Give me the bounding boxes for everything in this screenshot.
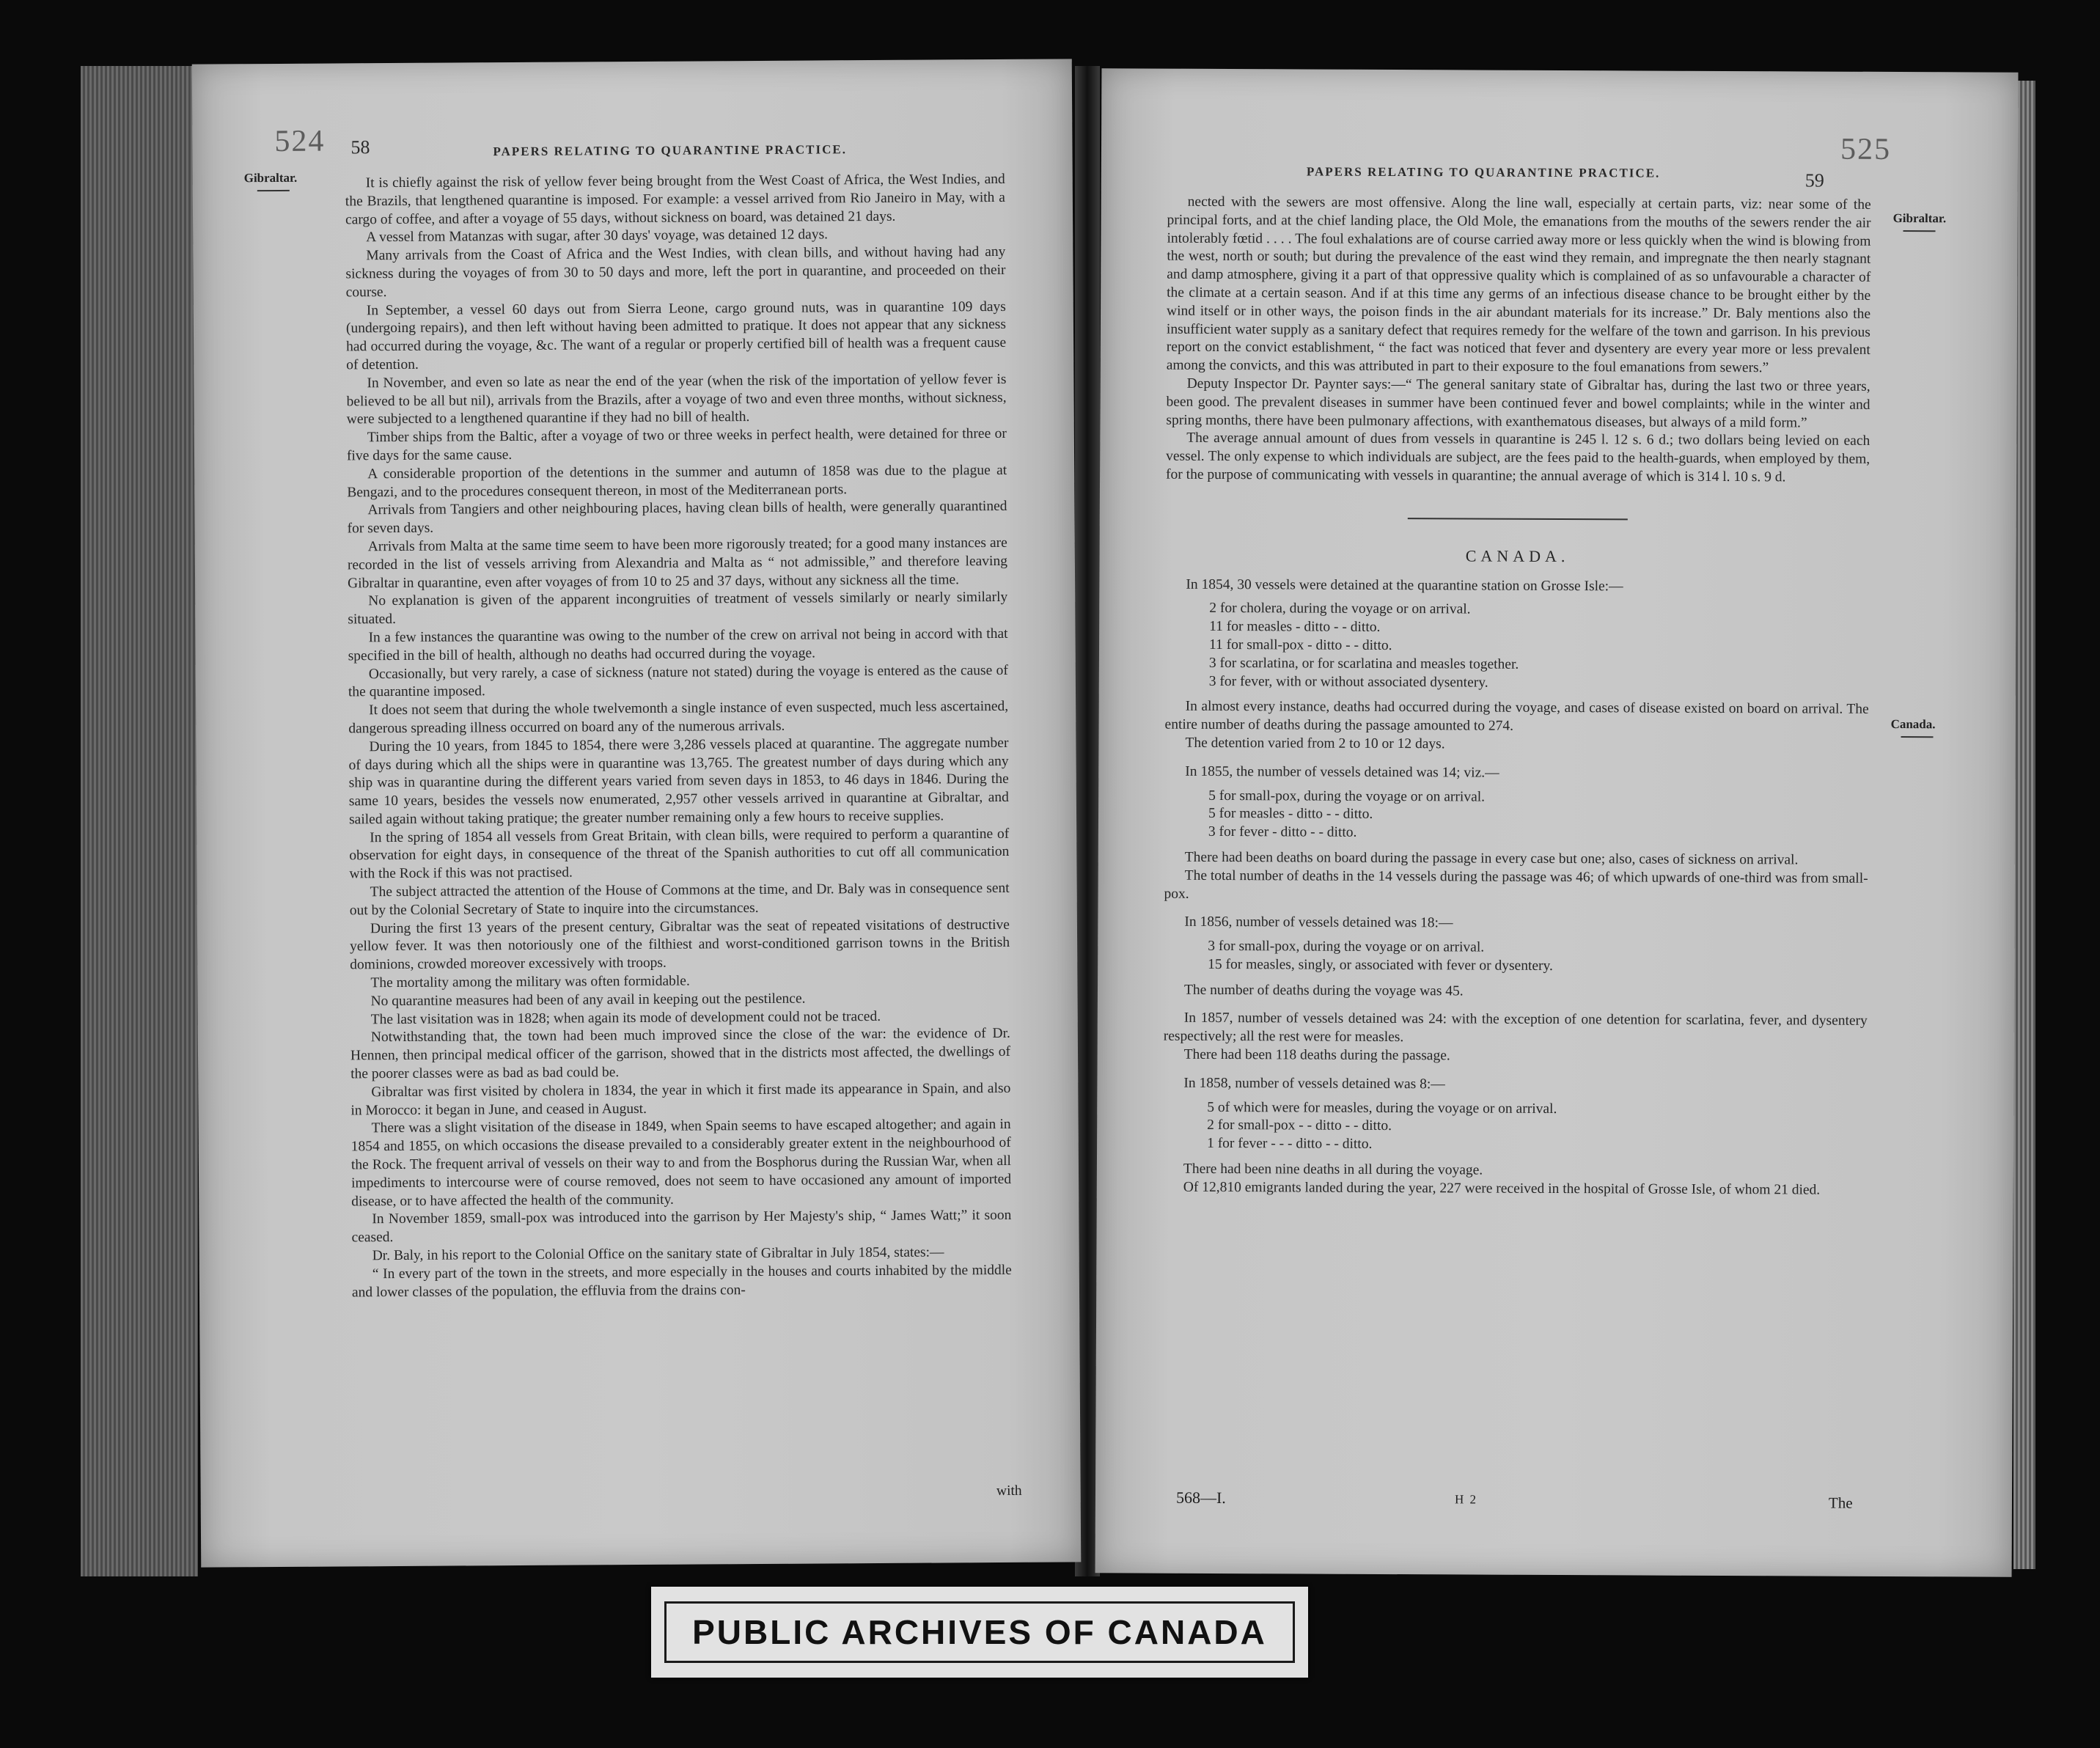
paragraph: In 1856, number of vessels detained was 18:—	[1184, 914, 1453, 931]
right-page-body	[1163, 194, 1871, 1200]
paragraph: In September, a vessel 60 days out from Sierra Leone, cargo ground nuts, was in quarantine 109 days (undergoing repairs), and then left without having been admitted to pratique. It does not appear that any sickness had occurred during the voyage, &c. The want of a regular or properly certified bill of health was a frequent cause of detention.	[345, 298, 1007, 373]
list-item: 11 for measles - ditto - - ditto.	[1209, 619, 1381, 636]
paragraph: Notwithstanding that, the town had been much improved since the close of the war: the evidence of Dr. Hennen, then principal medical officer of the garrison, showed that in the districts most affected, the dwellings of the poorer classes were as bad as bad could be.	[350, 1026, 1011, 1082]
list-item: 11 for small-pox - ditto - - ditto.	[1209, 636, 1392, 653]
section-title: CANADA.	[1465, 546, 1570, 565]
list-item: 3 for scarlatina, or for scarlatina and measles together.	[1208, 655, 1519, 672]
paragraph: There had been nine deaths in all during the voyage.	[1183, 1161, 1483, 1178]
left-page	[192, 59, 1082, 1567]
paragraph: No explanation is given of the apparent incongruities of treatment of vessels similarly or nearly similarly situated.	[348, 590, 1008, 628]
margin-note-gibraltar: Gibraltar.	[243, 170, 298, 186]
paragraph: It is chiefly against the risk of yellow fever being brought from the West Coast of Africa, the West Indies, and the Brazils, that lengthened quarantine is imposed. For example: a vessel arrived from Rio Janeiro in May, with a cargo of coffee, and after a voyage of 55 days, without sickness on board, was detained 21 days.	[345, 171, 1005, 228]
paragraph: The number of deaths during the voyage was 45.	[1183, 982, 1464, 999]
margin-note-rule	[1903, 230, 1936, 232]
running-header: PAPERS RELATING TO QUARANTINE PRACTICE.	[1306, 164, 1661, 180]
paragraph: Of 12,810 emigrants landed during the year, 227 were received in the hospital of Grosse Isle, of whom 21 died.	[1183, 1179, 1821, 1198]
paragraph: In a few instances the quarantine was owing to the number of the crew on arrival not being in accord with that specified in the bill of health, although no deaths had occurred during the voyage.	[348, 625, 1008, 664]
paragraph: nected with the sewers are most offensive. Along the line wall, especially at certain parts, viz: near some of the principal forts, and at the chief landing place, the Old Mole, the emanations from the mouths of the sewers render the air intolerably fœtid . . . . The foul exhalations are of course carried away more or less quickly when the wind is blowing from the west, north or south; but during the prevalence of the east wind they remain, and impregnate the then nearly stagnant and damp atmosphere, giving it a part of that oppressive quality which is complained of as so unfavourable a character of the climate at a certain season. And if at this time any germs of an infectious disease chance to be brought either by the wind itself or in other ways, the poison finds in the air abundant materials for its increase.” Dr. Baly mentions also the insufficient water supply as a sanitary defect that requires remedy for the welfare of the town and garrison. In his previous report on the convict establishment, “ the fact was noticed that fever and dysentery are every year more or less prevalent among the convicts, and this was attributed in part to their exposure to the foul emanations from sewers.”	[1166, 194, 1871, 376]
left-page-body	[345, 171, 1012, 1302]
list-item: 5 of which were for measles, during the voyage or on arrival.	[1207, 1099, 1557, 1117]
running-header: PAPERS RELATING TO QUARANTINE PRACTICE.	[493, 142, 847, 159]
book-edge-left	[81, 66, 198, 1576]
archive-label-text: PUBLIC ARCHIVES OF CANADA	[664, 1601, 1295, 1663]
detention-list	[1163, 1098, 1867, 1156]
paragraph: In the spring of 1854 all vessels from Great Britain, with clean bills, were required to perform a quarantine of observation for eight days, in consequence of the threat of the Spanish authorities to cut off all communication with the Rock if this was not practised.	[349, 826, 1010, 882]
paragraph: The detention varied from 2 to 10 or 12 days.	[1185, 735, 1445, 752]
margin-note-rule	[1901, 736, 1934, 738]
paragraph: In 1855, the number of vessels detained was 14; viz.—	[1185, 763, 1499, 781]
paragraph: “ In every part of the town in the streets, and more especially in the houses and courts inhabited by the middle and lower classes of the population, the effluvia from the drains con-	[351, 1262, 1012, 1300]
right-page	[1095, 68, 2019, 1576]
list-item: 2 for cholera, during the voyage or on arrival.	[1209, 601, 1471, 617]
manuscript-page-number: 525	[1840, 132, 1892, 166]
list-item: 3 for small-pox, during the voyage or on arrival.	[1208, 939, 1485, 955]
archive-label	[651, 1587, 1308, 1678]
paragraph: In 1857, number of vessels detained was 24: with the exception of one detention for scarlatina, fever, and dysentery respectively; all the rest were for measles.	[1163, 1010, 1868, 1046]
paragraph: A considerable proportion of the detentions in the summer and autumn of 1858 was due to the plague at Bengazi, and to the procedures consequent thereon, in most of the Mediterranean ports.	[347, 462, 1007, 500]
margin-note-rule	[257, 190, 290, 191]
paragraph: In November, and even so late as near the end of the year (when the risk of the importation of yellow fever is believed to be all but nil), arrivals from the Brazils, after a voyage of two and even three months, without sickness, were subjected to a lengthened quarantine if they had no bill of health.	[346, 371, 1007, 427]
paragraph: In almost every instance, deaths had occurred during the voyage, and cases of disease existed on board on arrival. The entire number of deaths during the passage amounted to 274.	[1164, 699, 1869, 734]
detention-list	[1165, 600, 1870, 694]
list-item: 15 for measles, singly, or associated with fever or dysentery.	[1208, 956, 1553, 974]
paragraph: In 1858, number of vessels detained was 8:—	[1183, 1075, 1445, 1092]
footer-print-code: 568—I.	[1175, 1488, 1226, 1508]
margin-note-canada: Canada.	[1890, 716, 1936, 732]
paragraph: Timber ships from the Baltic, after a voyage of two or three weeks in perfect health, were detained for three or five days for the same cause.	[346, 426, 1007, 464]
catchword: with	[996, 1483, 1022, 1499]
paragraph: The total number of deaths in the 14 vessels during the passage was 46; of which upwards of one-third was from small-pox.	[1164, 867, 1868, 902]
paragraph: Dr. Baly, in his report to the Colonial Office on the sanitary state of Gibraltar in July 1854, states:—	[372, 1244, 944, 1264]
detention-list	[1164, 938, 1868, 977]
list-item: 2 for small-pox - - ditto - - ditto.	[1207, 1117, 1392, 1134]
paragraph: Deputy Inspector Dr. Paynter says:—“ The general sanitary state of Gibraltar has, during the last two or three years, been good. The prevalent diseases in summer have been continued fever and bowel complaints; while in the winter and spring months, there have been pulmonary affections, with exanthematous diseases, but always of a mild form.”	[1166, 375, 1870, 431]
list-item: 3 for fever - ditto - - ditto.	[1208, 824, 1357, 840]
paragraph: It does not seem that during the whole twelvemonth a single instance of even suspected, much less ascertained, dangerous spreading illness occurred on board any of the numerous arrivals.	[348, 699, 1009, 737]
list-item: 5 for small-pox, during the voyage or on arrival.	[1208, 787, 1486, 805]
detention-list	[1164, 787, 1868, 845]
section-divider	[1408, 518, 1628, 520]
list-item: 5 for measles - ditto - - ditto.	[1208, 806, 1373, 823]
paragraph: There was a slight visitation of the disease in 1849, when Spain seems to have escaped altogether; and again in 1854 and 1855, on which occasions the disease prevailed to a considerably greater extent in the neighbourhood of the Rock. The frequent arrival of vessels on their way to and from the Bosphorus during the Russian War, when all impediments to intercourse were of course removed, does not seem to have occasioned any amount of imported disease, or to have affected the health of the community.	[350, 1117, 1012, 1210]
list-item: 3 for fever, with or without associated dysentery.	[1208, 673, 1488, 691]
list-item: 1 for fever - - - ditto - - ditto.	[1207, 1136, 1373, 1153]
footer-signature: H 2	[1454, 1492, 1478, 1507]
paragraph: Arrivals from Malta at the same time seem to have been more rigorously treated; for a good many instances are recorded in the list of vessels arriving from Alexandria and Malta as “ not admissible,” and therefore leaving Gibraltar in quarantine, even after voyages of from 10 to 25 and 37 days, without any sickness all the time.	[347, 535, 1007, 591]
paragraph: The mortality among the military was often formidable.	[370, 973, 690, 991]
paragraph: A vessel from Matanzas with sugar, after 30 days' voyage, was detained 12 days.	[366, 227, 829, 246]
paragraph: Many arrivals from the Coast of Africa and the West Indies, with clean bills, and without having had any sickness during the voyages of from 30 to 50 days and more, left the port in quarantine, and proceeded on their course.	[345, 244, 1006, 301]
paragraph: The last visitation was in 1828; when again its mode of development could not be traced.	[370, 1008, 881, 1027]
page-number: 58	[350, 136, 370, 158]
paragraph: No quarantine measures had been of any avail in keeping out the pestilence.	[370, 991, 806, 1010]
page-number: 59	[1805, 169, 1824, 191]
margin-note-gibraltar: Gibraltar.	[1892, 210, 1947, 226]
paragraph: Gibraltar was first visited by cholera in 1834, the year in which it first made its appearance in Spain, and also in Morocco: it began in June, and ceased in August.	[350, 1080, 1011, 1119]
paragraph: There had been 118 deaths during the passage.	[1183, 1046, 1450, 1064]
paragraph: Arrivals from Tangiers and other neighbouring places, having clean bills of health, were generally quarantined for seven days.	[347, 499, 1007, 537]
paragraph: There had been deaths on board during the passage in every case but one; also, cases of sickness on arrival.	[1184, 849, 1799, 868]
paragraph: Occasionally, but very rarely, a case of sickness (nature not stated) during the voyage is entered as the cause of the quarantine imposed.	[348, 662, 1008, 700]
paragraph: The average annual amount of dues from vessels in quarantine is 245 l. 12 s. 6 d.; two dollars being levied on each vessel. The only expense to which individuals are subject, are the fees paid to the health-guards, when employed by them, for the purpose of communicating with vessels in quarantine; the annual average of which is 314 l. 10 s. 9 d.	[1166, 430, 1870, 485]
paragraph: The subject attracted the attention of the House of Commons at the time, and Dr. Baly was in consequence sent out by the Colonial Secretary of State to inquire into the circumstances.	[349, 880, 1010, 919]
paragraph: In November 1859, small-pox was introduced into the garrison by Her Majesty's ship, “ James Watt;” it soon ceased.	[351, 1208, 1012, 1246]
paragraph: During the 10 years, from 1845 to 1854, there were 3,286 vessels placed at quarantine. The aggregate number of days during which all the ships were in quarantine was 13,765. The greatest number of days during which any ship was in quarantine during the different years varied from seven days in 1853, to 46 days in 1846. During the same 10 years, besides the vessels now enumerated, 2,957 other vessels arrived in quarantine at Gibraltar, and sailed again without taking pratique; the greater number remaining only a few hours to receive supplies.	[348, 735, 1009, 828]
manuscript-page-number: 524	[274, 124, 326, 158]
catchword: The	[1828, 1494, 1853, 1512]
paragraph: During the first 13 years of the present century, Gibraltar was the seat of repeated visitations of destructive yellow fever. It was then notoriously one of the filthiest and worst-conditioned garrison towns in the British dominions, crowded moreover excessively with troops.	[350, 917, 1010, 973]
paragraph: In 1854, 30 vessels were detained at the quarantine station on Grosse Isle:—	[1186, 576, 1623, 594]
